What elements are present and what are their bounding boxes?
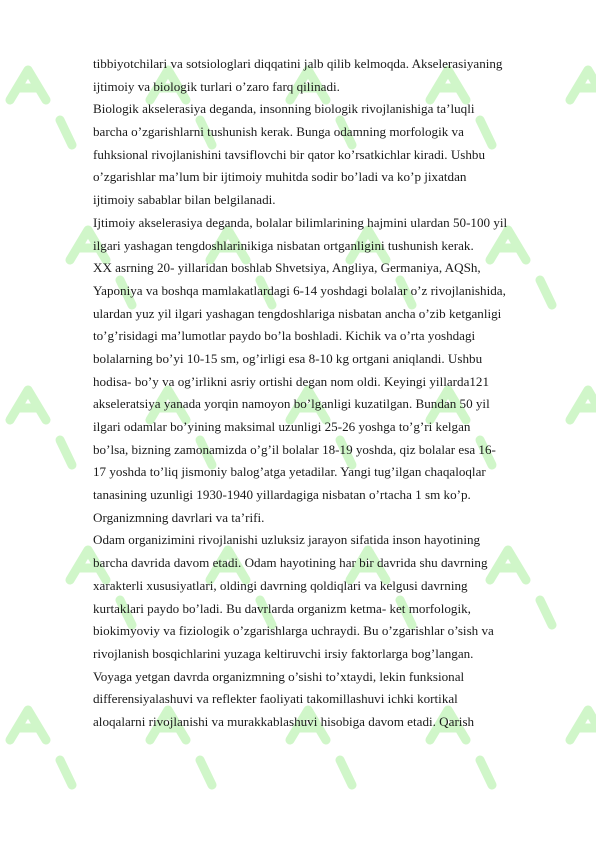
- text-line: ijtimoiy sabablar bilan belgilanadi.: [93, 192, 276, 208]
- text-line: rivojlanish bosqichlarini yuzaga keltiruvchi irsiy faktorlarga bog’langan.: [93, 645, 474, 661]
- watermark-mark: [570, 70, 596, 145]
- text-line: Biologik akselerasiya deganda, insonning biologik rivojlanishiga ta’luqli: [93, 101, 475, 117]
- text-line: biokimyoviy va fiziologik o’zgarishlarga uchraydi. Bu o’zgarishlar o’sish va: [93, 623, 494, 639]
- text-line: XX asrning 20- yillaridan boshlab Shvetsiya, Angliya, Germaniya, AQSh,: [93, 260, 481, 276]
- text-line: xarakterli xususiyatlari, oldingi davrning qoldiqlari va kelgusi davrning: [93, 577, 468, 593]
- text-line: barcha davrida davom etadi. Odam hayotining har bir davrida shu davrning: [93, 555, 488, 571]
- document-body: [93, 53, 553, 734]
- watermark-mark: [10, 390, 72, 465]
- text-line: Yaponiya va boshqa mamlakatlardagi 6-14 yoshdagi bolalar o’z rivojlanishida,: [93, 282, 506, 298]
- text-line: bolalarning bo’yi 10-15 sm, og’irligi esa 8-10 kg ortgani aniqlandi. Ushbu: [93, 350, 483, 366]
- text-line: differensiyalashuvi va reflekter faoliyati takomillashuvi ichki kortikal: [93, 691, 458, 707]
- text-line: tibbiyotchilari va sotsiologlari diqqatini jalb qilib kelmoqda. Akselerasiyaning: [93, 56, 503, 71]
- text-line: ilgari odamlar bo’yining maksimal uzunligi 25-26 yoshga to’g’ri kelgan: [93, 419, 471, 434]
- text-line: hodisa- bo’y va og’irlikni asriy ortishi degan nom oldi. Keyingi yillarda121: [93, 373, 490, 389]
- text-line: fuhksional rivojlanishini tavsiflovchi bir qator ko’rsatkichlar kiradi. Ushbu: [93, 146, 486, 162]
- text-line: ilgari yashagan tengdoshlarinikiga nisbatan ortganligini tushunish kerak.: [93, 237, 474, 253]
- watermark-mark: [10, 70, 72, 145]
- text-line: to’g’risidagi ma’lumotlar paydo bo’la boshladi. Kichik va o’rta yoshdagi: [93, 328, 476, 344]
- watermark-mark: [570, 390, 596, 465]
- watermark-mark: [10, 710, 72, 785]
- text-line: kurtaklari paydo bo’ladi. Bu davrlarda organizm ketma- ket morfologik,: [93, 600, 471, 616]
- text-line: o’zgarishlar ma’lum bir ijtimoiy muhitda sodir bo’ladi va ko’p jixatdan: [93, 169, 467, 185]
- text-line: Odam organizimini rivojlanishi uzluksiz jarayon sifatida inson hayotining: [93, 532, 481, 548]
- text-line: Organizmning davrlari va ta’rifi.: [93, 509, 265, 525]
- text-line: barcha o’zgarishlarni tushunish kerak. Bunga odamning morfologik va: [93, 124, 464, 140]
- text-line: bo’lsa, bizning zamonamizda o’g’il bolalar 18-19 yoshda, qiz bolalar esa 16-: [93, 441, 496, 457]
- text-line: Voyaga yetgan davrda organizmning o’sishi to’xtaydi, lekin funksional: [93, 668, 465, 684]
- text-line: tanasining uzunligi 1930-1940 yillardagiga nisbatan o’rtacha 1 sm ko’p.: [93, 487, 471, 503]
- watermark-mark: [570, 710, 596, 785]
- text-line: ulardan yuz yil ilgari yashagan tengdoshlariga nisbatan ancha o’zib ketganligi: [93, 305, 502, 321]
- text-line: aloqalarni rivojlanishi va murakkablashuvi hisobiga davom etadi. Qarish: [93, 713, 475, 729]
- text-line: Ijtimoiy akselerasiya deganda, bolalar bilimlarining hajmini ulardan 50-100 yil: [93, 214, 508, 230]
- text-line: 17 yoshda to’liq jismoniy balog’atga yetadilar. Yangi tug’ilgan chaqaloqlar: [93, 464, 486, 480]
- text-line: akseleratsiya yanada yorqin namoyon bo’lganligi kuzatilgan. Bundan 50 yil: [93, 396, 490, 412]
- text-line: ijtimoiy va biologik turlari o’zaro farq qilinadi.: [93, 78, 340, 94]
